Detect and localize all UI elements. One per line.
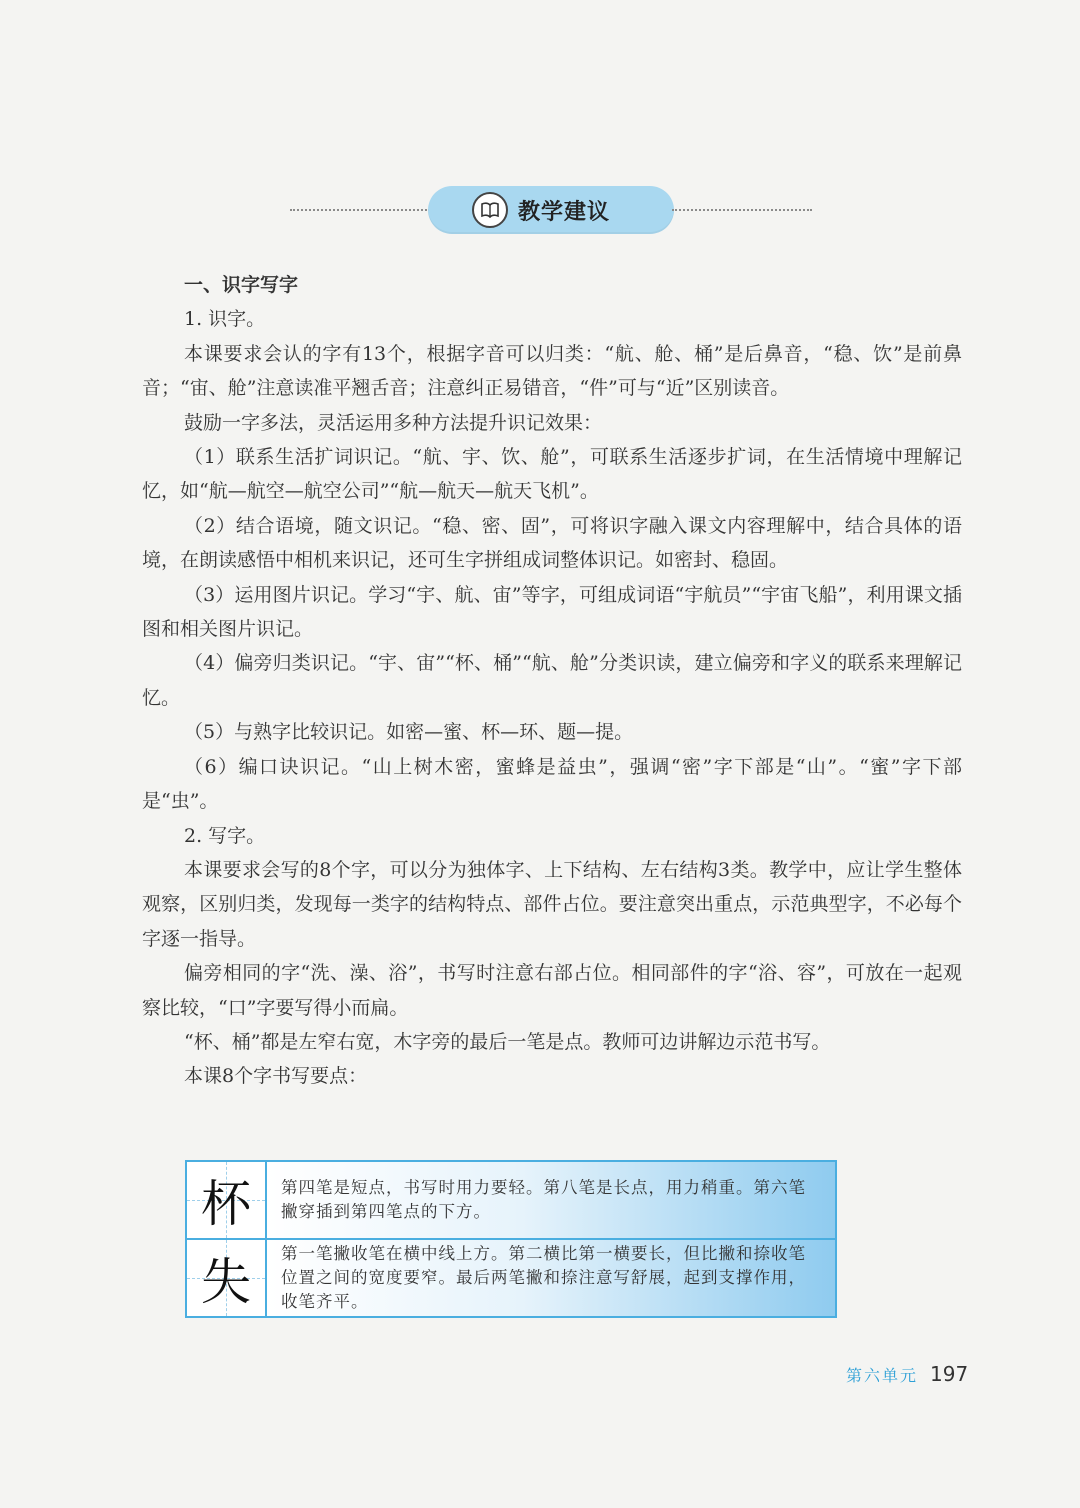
paragraph: （3）运用图片识记。学习“宇、航、宙”等字，可组成词语“宇航员”“宇宙飞船”，利用课文插图和相关图片识记。 — [142, 583, 962, 641]
paragraph: 偏旁相同的字“洗、澡、浴”，书写时注意右部占位。相同部件的字“浴、容”，可放在一起观察比较，“口”字要写得小而扁。 — [142, 962, 962, 1019]
paragraph: （5）与熟字比较识记。如密—蜜、杯—环、题—提。 — [184, 721, 634, 744]
book-icon — [472, 192, 508, 228]
paragraph: （6）编口诀识记。“山上树木密，蜜蜂是益虫”，强调“密”字下部是“山”。“蜜”字下部是“虫”。 — [142, 755, 962, 813]
subheading-writing: 2. 写字。 — [184, 824, 266, 847]
paragraph: 本课要求会认的字有13个，根据字音可以归类：“航、舱、桶”是后鼻音，“稳、饮”是前鼻音；“宙、舱”注意读准平翘舌音；注意纠正易错音，“件”可与“近”区别读音。 — [142, 342, 962, 400]
character-description: 第四笔是短点，书写时用力要轻。第八笔是长点，用力稍重。第六笔撇穿插到第四笔点的下方。 — [267, 1162, 835, 1238]
main-text — [142, 268, 962, 1094]
character: 杯 — [201, 1175, 251, 1233]
paragraph: 本课8个字书写要点： — [184, 1065, 368, 1088]
banner-title: 教学建议 — [517, 199, 610, 225]
banner-dotted-line-left — [290, 209, 430, 211]
paragraph: “杯、桶”都是左窄右宽，木字旁的最后一笔是点。教师可边讲解边示范书写。 — [184, 1030, 831, 1053]
banner-dotted-line-right — [672, 209, 812, 211]
subheading-recognize: 1. 识字。 — [184, 308, 266, 331]
section-banner — [428, 186, 674, 234]
unit-label: 第六单元 — [846, 1366, 919, 1385]
paragraph: （4）偏旁归类识记。“宇、宙”“杯、桶”“航、舱”分类识读，建立偏旁和字义的联系来理解记忆。 — [142, 652, 962, 709]
paragraph: 本课要求会写的8个字，可以分为独体字、上下结构、左右结构3类。教学中，应让学生整体观察，区别归类，发现每一类字的结构特点、部件占位。要注意突出重点，示范典型字，不必每个字逐一指导。 — [142, 858, 962, 950]
paragraph: （1）联系生活扩词识记。“航、宇、饮、舱”，可联系生活逐步扩词，在生活情境中理解记忆，如“航—航空—航空公司”“航—航天—航天飞机”。 — [142, 446, 962, 503]
page-number: 197 — [930, 1362, 969, 1386]
section-heading: 一、识字写字 — [184, 274, 299, 296]
table-row — [187, 1162, 835, 1238]
paragraph: 鼓励一字多法，灵活运用多种方法提升识记效果： — [184, 411, 603, 434]
page-footer — [846, 1362, 968, 1386]
paragraph: （2）结合语境，随文识记。“稳、密、固”，可将识字融入课文内容理解中，结合具体的语境，在朗读感悟中相机来识记，还可生字拼组成词整体识记。如密封、稳固。 — [142, 514, 962, 572]
table-row — [187, 1238, 835, 1316]
character: 失 — [201, 1253, 251, 1311]
character-writing-table — [185, 1160, 837, 1318]
character-grid-cell — [187, 1240, 267, 1316]
character-grid-cell — [187, 1162, 267, 1238]
character-description: 第一笔撇收笔在横中线上方。第二横比第一横要长，但比撇和捺收笔位置之间的宽度要窄。最后两笔撇和捺注意写舒展，起到支撑作用，收笔齐平。 — [267, 1240, 835, 1316]
